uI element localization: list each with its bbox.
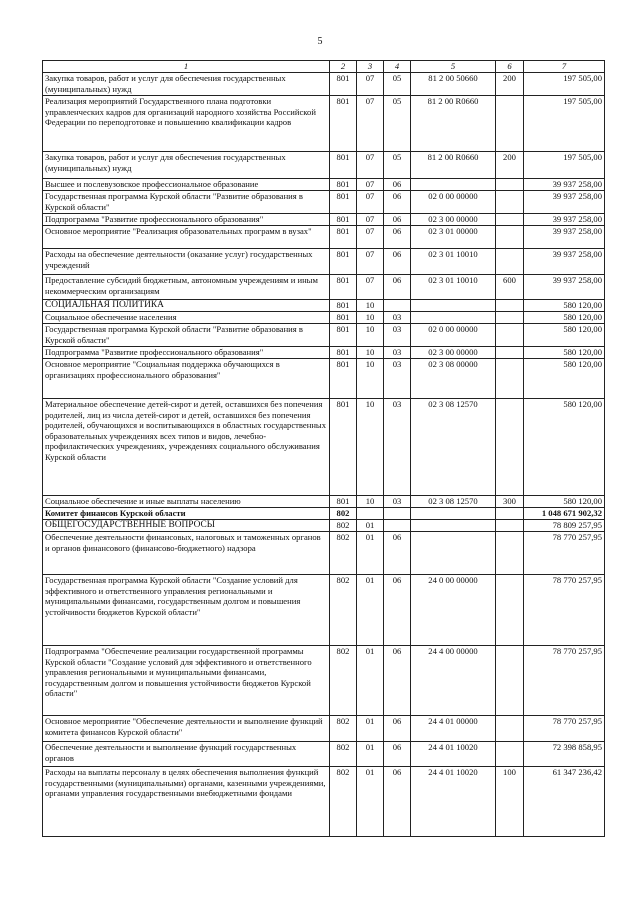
- row-ministry-code: 802: [330, 520, 357, 532]
- row-target-code: 02 3 01 10010: [411, 249, 496, 275]
- row-amount: 78 770 257,95: [524, 646, 605, 716]
- row-target-code: 02 3 08 12570: [411, 399, 496, 496]
- row-name: Закупка товаров, работ и услуг для обеспечения государственных (муниципальных) нужд: [43, 73, 330, 96]
- table-row: [43, 249, 605, 275]
- row-name: Обеспечение деятельности финансовых, налоговых и таможенных органов и органов финансового (финансово-бюджетного) надзора: [43, 532, 330, 575]
- row-name: Подпрограмма "Развитие профессионального образования": [43, 214, 330, 226]
- row-subsection-code: 06: [384, 275, 411, 300]
- column-header-2: 2: [330, 61, 357, 73]
- table-row: [43, 716, 605, 742]
- row-target-code: 02 3 00 00000: [411, 347, 496, 359]
- row-section-code: 07: [357, 214, 384, 226]
- row-expense-type: [496, 191, 524, 214]
- row-amount: 61 347 236,42: [524, 767, 605, 837]
- row-section-code: 10: [357, 496, 384, 508]
- row-subsection-code: 03: [384, 359, 411, 399]
- row-subsection-code: 06: [384, 716, 411, 742]
- row-target-code: 02 3 00 00000: [411, 214, 496, 226]
- row-subsection-code: 06: [384, 532, 411, 575]
- row-amount: 39 937 258,00: [524, 249, 605, 275]
- row-section-code: 07: [357, 275, 384, 300]
- row-target-code: 02 3 01 10010: [411, 275, 496, 300]
- column-header-4: 4: [384, 61, 411, 73]
- row-target-code: 24 4 01 00000: [411, 716, 496, 742]
- row-ministry-code: 802: [330, 716, 357, 742]
- row-expense-type: [496, 324, 524, 347]
- row-target-code: 02 3 08 00000: [411, 359, 496, 399]
- row-ministry-code: 801: [330, 96, 357, 152]
- column-header-1: 1: [43, 61, 330, 73]
- row-subsection-code: 03: [384, 347, 411, 359]
- row-ministry-code: 801: [330, 399, 357, 496]
- column-header-5: 5: [411, 61, 496, 73]
- row-subsection-code: 06: [384, 191, 411, 214]
- row-expense-type: [496, 347, 524, 359]
- column-header-3: 3: [357, 61, 384, 73]
- row-section-code: 07: [357, 96, 384, 152]
- row-ministry-code: 801: [330, 312, 357, 324]
- row-expense-type: [496, 520, 524, 532]
- row-ministry-code: 801: [330, 226, 357, 249]
- row-section-code: 07: [357, 73, 384, 96]
- table-row: [43, 359, 605, 399]
- row-subsection-code: 06: [384, 214, 411, 226]
- row-expense-type: [496, 575, 524, 646]
- row-section-code: 10: [357, 324, 384, 347]
- row-name: ОБЩЕГОСУДАРСТВЕННЫЕ ВОПРОСЫ: [43, 520, 330, 532]
- row-name: Обеспечение деятельности и выполнение функций государственных органов: [43, 742, 330, 767]
- row-target-code: [411, 312, 496, 324]
- row-amount: 197 505,00: [524, 152, 605, 179]
- row-amount: 580 120,00: [524, 359, 605, 399]
- row-expense-type: [496, 226, 524, 249]
- table-row: [43, 520, 605, 532]
- row-amount: 39 937 258,00: [524, 179, 605, 191]
- row-name: Подпрограмма "Развитие профессионального образования": [43, 347, 330, 359]
- row-amount: 580 120,00: [524, 496, 605, 508]
- row-subsection-code: 06: [384, 249, 411, 275]
- row-amount: 580 120,00: [524, 324, 605, 347]
- row-section-code: 07: [357, 152, 384, 179]
- table-row: [43, 324, 605, 347]
- row-name: Расходы на выплаты персоналу в целях обеспечения выполнения функций государственными (муниципальными) органами, казенными учреждениями, органами управления государственными внебюджетными фондами: [43, 767, 330, 837]
- row-section-code: 10: [357, 347, 384, 359]
- row-ministry-code: 801: [330, 179, 357, 191]
- row-expense-type: [496, 359, 524, 399]
- row-expense-type: 600: [496, 275, 524, 300]
- row-name: Основное мероприятие "Обеспечение деятельности и выполнение функций комитета финансов Курской области": [43, 716, 330, 742]
- row-section-code: 07: [357, 179, 384, 191]
- row-subsection-code: 06: [384, 226, 411, 249]
- row-amount: 78 770 257,95: [524, 716, 605, 742]
- table-row: [43, 226, 605, 249]
- column-header-7: 7: [524, 61, 605, 73]
- row-subsection-code: 03: [384, 399, 411, 496]
- row-target-code: 24 0 00 00000: [411, 575, 496, 646]
- row-section-code: 07: [357, 249, 384, 275]
- row-section-code: 01: [357, 532, 384, 575]
- row-ministry-code: 801: [330, 249, 357, 275]
- table-row: [43, 312, 605, 324]
- budget-table: [42, 60, 605, 837]
- row-ministry-code: 802: [330, 508, 357, 520]
- row-name: Государственная программа Курской области "Развитие образования в Курской области": [43, 191, 330, 214]
- row-expense-type: [496, 532, 524, 575]
- table-row: [43, 300, 605, 312]
- row-subsection-code: 03: [384, 324, 411, 347]
- row-ministry-code: 801: [330, 359, 357, 399]
- row-target-code: [411, 508, 496, 520]
- row-name: Материальное обеспечение детей-сирот и детей, оставшихся без попечения родителей, лиц из числа детей-сирот и детей, оставшихся без попечения родителей, обучающихся и воспитывающихся в областных государственных образовательных учреждениях всех типов и видов, лечебно-профилактических учреждениях, учреждениях социального обслуживания Курской области: [43, 399, 330, 496]
- row-ministry-code: 801: [330, 347, 357, 359]
- row-amount: 39 937 258,00: [524, 275, 605, 300]
- row-amount: 197 505,00: [524, 96, 605, 152]
- row-section-code: 01: [357, 742, 384, 767]
- row-name: СОЦИАЛЬНАЯ ПОЛИТИКА: [43, 300, 330, 312]
- row-ministry-code: 802: [330, 532, 357, 575]
- row-name: Высшее и послевузовское профессиональное образование: [43, 179, 330, 191]
- row-expense-type: [496, 249, 524, 275]
- row-ministry-code: 801: [330, 275, 357, 300]
- row-subsection-code: 06: [384, 646, 411, 716]
- table-row: [43, 575, 605, 646]
- row-name: Реализация мероприятий Государственного плана подготовки управленческих кадров для организаций народного хозяйства Российской Федерации по переподготовке и повышению квалификации кадров: [43, 96, 330, 152]
- row-name: Социальное обеспечение и иные выплаты населению: [43, 496, 330, 508]
- row-expense-type: 300: [496, 496, 524, 508]
- row-section-code: 10: [357, 359, 384, 399]
- row-amount: 580 120,00: [524, 399, 605, 496]
- row-expense-type: [496, 742, 524, 767]
- row-expense-type: [496, 179, 524, 191]
- row-ministry-code: 801: [330, 214, 357, 226]
- table-row: [43, 191, 605, 214]
- table-row: [43, 152, 605, 179]
- row-section-code: 10: [357, 399, 384, 496]
- row-amount: 72 398 858,95: [524, 742, 605, 767]
- row-name: Государственная программа Курской области "Развитие образования в Курской области": [43, 324, 330, 347]
- row-expense-type: [496, 214, 524, 226]
- row-ministry-code: 801: [330, 324, 357, 347]
- row-name: Основное мероприятие "Реализация образовательных программ в вузах": [43, 226, 330, 249]
- row-target-code: 24 4 01 10020: [411, 767, 496, 837]
- row-expense-type: [496, 96, 524, 152]
- row-target-code: [411, 179, 496, 191]
- page-number: 5: [317, 36, 323, 47]
- row-expense-type: [496, 508, 524, 520]
- row-expense-type: [496, 300, 524, 312]
- row-ministry-code: 801: [330, 152, 357, 179]
- row-ministry-code: 802: [330, 767, 357, 837]
- row-section-code: [357, 508, 384, 520]
- row-section-code: 01: [357, 520, 384, 532]
- table-row: [43, 96, 605, 152]
- row-ministry-code: 802: [330, 646, 357, 716]
- row-name: Предоставление субсидий бюджетным, автономным учреждениям и иным некоммерческим организациям: [43, 275, 330, 300]
- row-ministry-code: 802: [330, 575, 357, 646]
- row-name: Закупка товаров, работ и услуг для обеспечения государственных (муниципальных) нужд: [43, 152, 330, 179]
- table-row: [43, 347, 605, 359]
- row-section-code: 01: [357, 767, 384, 837]
- row-subsection-code: 03: [384, 312, 411, 324]
- row-amount: 78 770 257,95: [524, 575, 605, 646]
- table-row: [43, 214, 605, 226]
- table-row: [43, 508, 605, 520]
- row-name: Комитет финансов Курской области: [43, 508, 330, 520]
- row-subsection-code: 06: [384, 575, 411, 646]
- row-subsection-code: [384, 300, 411, 312]
- row-amount: 39 937 258,00: [524, 191, 605, 214]
- row-ministry-code: 802: [330, 742, 357, 767]
- table-row: [43, 496, 605, 508]
- row-ministry-code: 801: [330, 496, 357, 508]
- row-section-code: 10: [357, 300, 384, 312]
- row-subsection-code: [384, 520, 411, 532]
- table-row: [43, 742, 605, 767]
- row-section-code: 01: [357, 646, 384, 716]
- row-target-code: 02 0 00 00000: [411, 324, 496, 347]
- row-amount: 197 505,00: [524, 73, 605, 96]
- row-amount: 580 120,00: [524, 312, 605, 324]
- row-section-code: 01: [357, 716, 384, 742]
- row-target-code: 02 3 08 12570: [411, 496, 496, 508]
- row-name: Социальное обеспечение населения: [43, 312, 330, 324]
- row-ministry-code: 801: [330, 300, 357, 312]
- row-target-code: 24 4 01 10020: [411, 742, 496, 767]
- row-amount: 39 937 258,00: [524, 226, 605, 249]
- row-target-code: 81 2 00 R0660: [411, 96, 496, 152]
- row-target-code: 02 3 01 00000: [411, 226, 496, 249]
- row-expense-type: [496, 716, 524, 742]
- table-row: [43, 73, 605, 96]
- row-ministry-code: 801: [330, 73, 357, 96]
- row-subsection-code: 06: [384, 767, 411, 837]
- row-section-code: 07: [357, 191, 384, 214]
- row-name: Основное мероприятие "Социальная поддержка обучающихся в организациях профессионального образования": [43, 359, 330, 399]
- table-row: [43, 179, 605, 191]
- row-target-code: [411, 300, 496, 312]
- row-expense-type: [496, 646, 524, 716]
- row-subsection-code: 06: [384, 742, 411, 767]
- row-name: Государственная программа Курской области "Создание условий для эффективного и ответственного управления региональными и муниципальными финансами, государственным долгом и повышения устойчивости бюджетов Курской области": [43, 575, 330, 646]
- table-row: [43, 275, 605, 300]
- row-ministry-code: 801: [330, 191, 357, 214]
- row-name: Подпрограмма "Обеспечение реализации государственной программы Курской области "Создание условий для эффективного и ответственного управления региональными и муниципальными финансами, государственным долгом и повышения устойчивости бюджетов Курской области": [43, 646, 330, 716]
- row-subsection-code: 05: [384, 96, 411, 152]
- row-expense-type: [496, 399, 524, 496]
- row-amount: 39 937 258,00: [524, 214, 605, 226]
- row-amount: 78 809 257,95: [524, 520, 605, 532]
- row-subsection-code: 03: [384, 496, 411, 508]
- table-row: [43, 767, 605, 837]
- table-row: [43, 532, 605, 575]
- row-target-code: 24 4 00 00000: [411, 646, 496, 716]
- column-header-6: 6: [496, 61, 524, 73]
- row-section-code: 01: [357, 575, 384, 646]
- row-expense-type: [496, 312, 524, 324]
- row-subsection-code: 05: [384, 73, 411, 96]
- row-amount: 78 770 257,95: [524, 532, 605, 575]
- row-amount: 580 120,00: [524, 300, 605, 312]
- row-target-code: [411, 520, 496, 532]
- row-target-code: 02 0 00 00000: [411, 191, 496, 214]
- table-header-row: [43, 61, 605, 73]
- row-subsection-code: 06: [384, 179, 411, 191]
- row-subsection-code: 05: [384, 152, 411, 179]
- row-expense-type: 200: [496, 152, 524, 179]
- row-target-code: 81 2 00 R0660: [411, 152, 496, 179]
- row-amount: 1 048 671 902,32: [524, 508, 605, 520]
- table-row: [43, 399, 605, 496]
- row-target-code: 81 2 00 50660: [411, 73, 496, 96]
- row-name: Расходы на обеспечение деятельности (оказание услуг) государственных учреждений: [43, 249, 330, 275]
- row-expense-type: 200: [496, 73, 524, 96]
- row-amount: 580 120,00: [524, 347, 605, 359]
- row-subsection-code: [384, 508, 411, 520]
- table-row: [43, 646, 605, 716]
- row-expense-type: 100: [496, 767, 524, 837]
- row-section-code: 07: [357, 226, 384, 249]
- row-target-code: [411, 532, 496, 575]
- row-section-code: 10: [357, 312, 384, 324]
